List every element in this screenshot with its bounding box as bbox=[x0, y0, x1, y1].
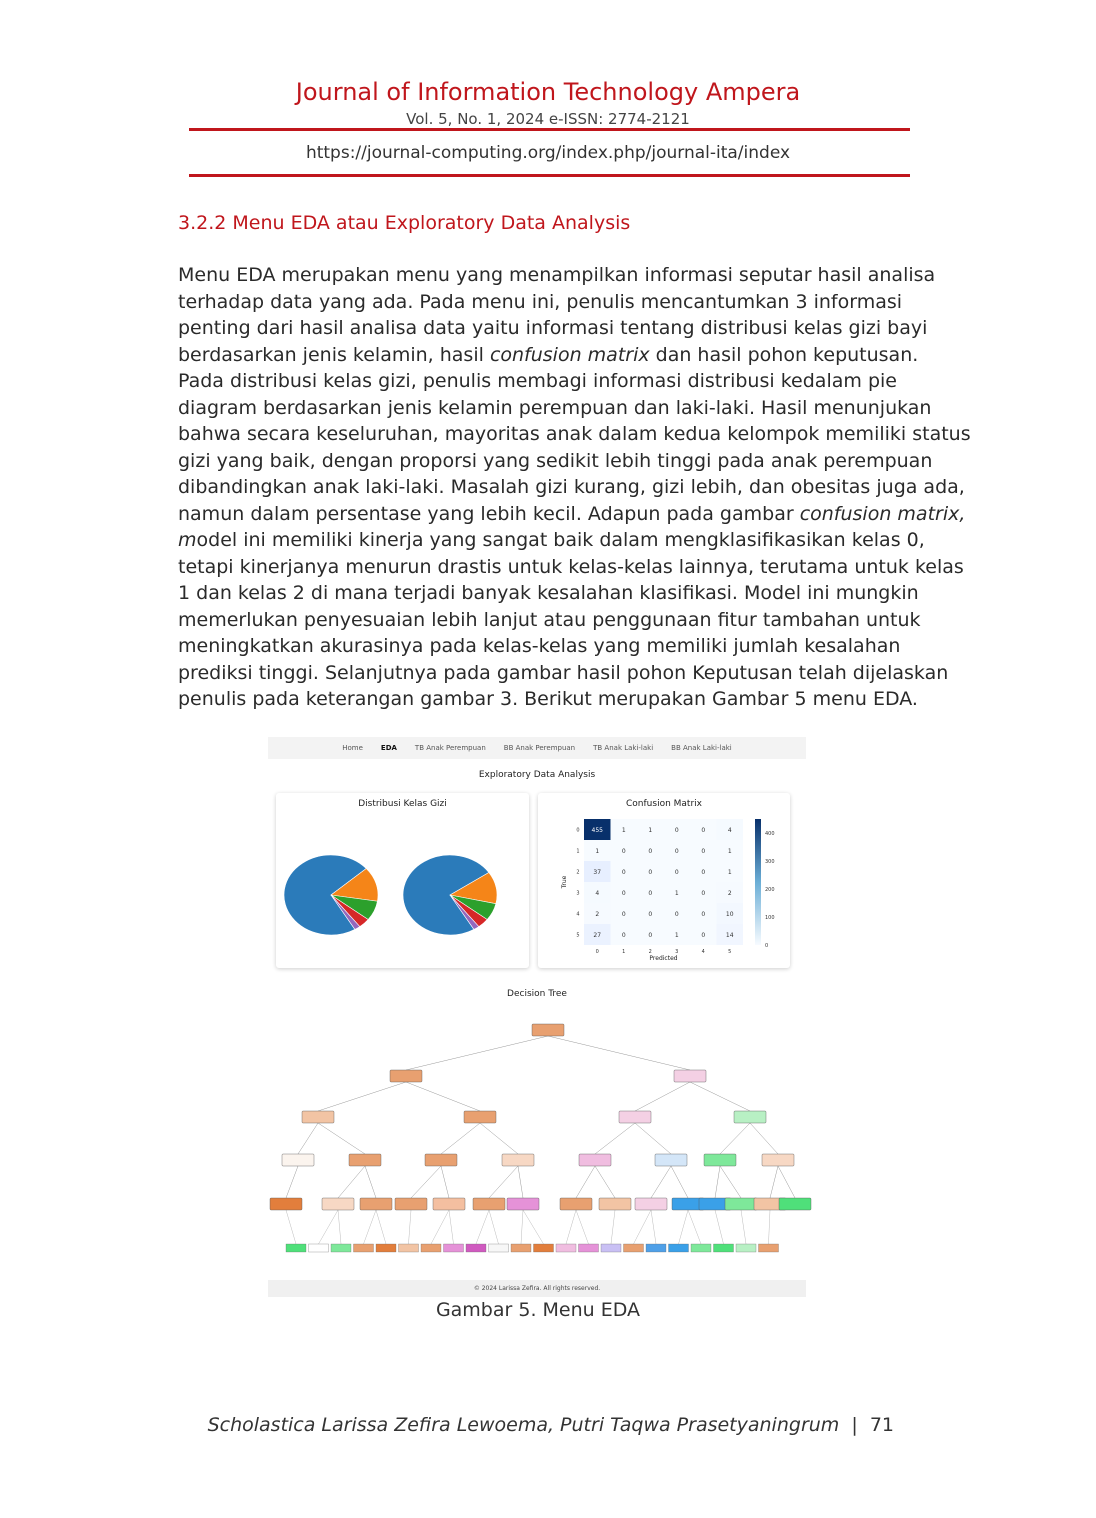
tree-edge bbox=[688, 1210, 701, 1244]
tree-edge bbox=[741, 1210, 746, 1244]
tree-edge bbox=[671, 1166, 688, 1198]
tree-leaf bbox=[714, 1244, 734, 1252]
cm-cell-value: 0 bbox=[674, 827, 679, 834]
tree-leaf bbox=[309, 1244, 329, 1252]
header-rule-bottom bbox=[189, 174, 910, 177]
nav-item[interactable]: EDA bbox=[380, 744, 397, 752]
section-heading: 3.2.2 Menu EDA atau Exploratory Data Analysis bbox=[178, 212, 631, 234]
tree-edge bbox=[690, 1082, 750, 1111]
tree-node bbox=[360, 1198, 392, 1210]
tree-edge bbox=[566, 1210, 576, 1244]
tree-node bbox=[473, 1198, 505, 1210]
confusion-matrix-card bbox=[538, 793, 790, 968]
body-paragraph bbox=[178, 262, 971, 713]
cm-cell-value: 0 bbox=[701, 911, 706, 918]
tree-edge bbox=[406, 1036, 548, 1070]
tree-edge bbox=[406, 1082, 480, 1111]
pie-chart-card bbox=[276, 793, 529, 968]
tree-edge bbox=[635, 1123, 671, 1154]
paragraph-line: diagram berdasarkan jenis kelamin perempuan dan laki-laki. Hasil menunjukan bbox=[178, 396, 932, 419]
cm-cell-value: 1 bbox=[648, 827, 653, 834]
tree-leaf bbox=[399, 1244, 419, 1252]
tree-node bbox=[464, 1111, 496, 1123]
tree-edge bbox=[750, 1123, 778, 1154]
tree-edge bbox=[338, 1210, 341, 1244]
cm-cell-value: 27 bbox=[593, 932, 602, 939]
tree-leaf bbox=[376, 1244, 396, 1252]
tree-leaf bbox=[736, 1244, 756, 1252]
tree-edge bbox=[521, 1210, 523, 1244]
paragraph-line: terhadap data yang ada. Pada menu ini, penulis mencantumkan 3 informasi bbox=[178, 290, 903, 313]
paragraph-line: 1 dan kelas 2 di mana terjadi banyak kesalahan klasifikasi. Model ini mungkin bbox=[178, 582, 919, 604]
cm-y-tick: 2 bbox=[576, 869, 580, 876]
tree-node bbox=[507, 1198, 539, 1210]
cm-cell-value: 4 bbox=[727, 827, 732, 834]
cm-colorbar-tick: 100 bbox=[765, 915, 775, 921]
tree-edge bbox=[489, 1166, 518, 1198]
cm-x-tick: 1 bbox=[622, 949, 626, 955]
tree-edge bbox=[651, 1166, 671, 1198]
tree-edge bbox=[635, 1082, 690, 1111]
cm-cell-value: 0 bbox=[674, 848, 679, 855]
paragraph-line: meningkatkan akurasinya pada kelas-kelas yang memiliki jumlah kesalahan bbox=[178, 635, 901, 657]
app-nav-bar bbox=[268, 737, 806, 759]
tree-edge bbox=[376, 1210, 386, 1244]
tree-edge bbox=[441, 1123, 480, 1154]
tree-edge bbox=[679, 1210, 689, 1244]
cm-card-title: Confusion Matrix bbox=[626, 799, 702, 809]
cm-ylabel: True bbox=[561, 875, 568, 889]
cm-x-tick: 4 bbox=[701, 949, 705, 955]
tree-leaf bbox=[354, 1244, 374, 1252]
paragraph-line: prediksi tinggi. Selanjutnya pada gambar hasil pohon Keputusan telah dijelaskan bbox=[178, 661, 949, 684]
cm-cell-value: 0 bbox=[674, 869, 679, 876]
tree-node bbox=[655, 1154, 687, 1166]
tree-node bbox=[282, 1154, 314, 1166]
tree-node bbox=[532, 1024, 564, 1036]
figure-caption: Gambar 5. Menu EDA bbox=[435, 1299, 641, 1321]
tree-edge bbox=[286, 1210, 296, 1244]
tree-edge bbox=[720, 1123, 750, 1154]
tree-node bbox=[635, 1198, 667, 1210]
journal-volume-info: Vol. 5, No. 1, 2024 e-ISSN: 2774-2121 bbox=[406, 110, 690, 128]
confusion-matrix-svg bbox=[538, 793, 790, 968]
header-rule-top bbox=[189, 128, 910, 131]
tree-edge bbox=[364, 1210, 377, 1244]
cm-cell-value: 1 bbox=[674, 932, 679, 939]
page-footer bbox=[208, 1414, 894, 1436]
tree-edge bbox=[411, 1166, 441, 1198]
tree-node bbox=[425, 1154, 457, 1166]
tree-node bbox=[674, 1070, 706, 1082]
paragraph-line: penting dari hasil analisa data yaitu informasi tentang distribusi kelas gizi bayi bbox=[178, 317, 928, 339]
tree-edge bbox=[715, 1166, 720, 1198]
tree-leaf bbox=[691, 1244, 711, 1252]
cm-cell-value: 0 bbox=[648, 869, 653, 876]
paragraph-line: bahwa secara keseluruhan, mayoritas anak dalam kedua kelompok memiliki status bbox=[178, 423, 971, 445]
cm-cell-value: 0 bbox=[648, 848, 653, 855]
footer-separator: | bbox=[851, 1414, 858, 1436]
cm-cell-value: 0 bbox=[621, 869, 626, 876]
cm-x-tick: 0 bbox=[595, 949, 599, 955]
tree-edge bbox=[286, 1166, 298, 1198]
tree-node bbox=[390, 1070, 422, 1082]
paragraph-line: tetapi kinerjanya menurun drastis untuk kelas-kelas lainnya, terutama untuk kelas bbox=[178, 555, 964, 578]
cm-cell-value: 1 bbox=[727, 848, 732, 855]
tree-node bbox=[433, 1198, 465, 1210]
cm-cell-value: 2 bbox=[595, 911, 600, 918]
tree-edge bbox=[576, 1166, 595, 1198]
tree-edge bbox=[778, 1166, 795, 1198]
tree-leaf bbox=[601, 1244, 621, 1252]
tree-edge bbox=[720, 1166, 741, 1198]
tree-edge bbox=[769, 1210, 771, 1244]
cm-cell-value: 1 bbox=[674, 890, 679, 897]
cm-cell-value: 0 bbox=[648, 911, 653, 918]
tree-edge bbox=[365, 1166, 376, 1198]
tree-leaf bbox=[534, 1244, 554, 1252]
tree-edge bbox=[770, 1166, 778, 1198]
cm-cell-value: 0 bbox=[701, 932, 706, 939]
cm-colorbar-tick: 0 bbox=[765, 943, 769, 949]
cm-cell-value: 0 bbox=[648, 890, 653, 897]
tree-leaf bbox=[669, 1244, 689, 1252]
cm-colorbar bbox=[755, 819, 761, 945]
tree-leaf bbox=[579, 1244, 599, 1252]
tree-edge bbox=[318, 1123, 365, 1154]
tree-node bbox=[395, 1198, 427, 1210]
tree-edge bbox=[611, 1210, 615, 1244]
cm-y-tick: 1 bbox=[576, 848, 580, 855]
journal-url[interactable]: https://journal-computing.org/index.php/journal-ita/index bbox=[305, 143, 791, 163]
cm-cell-value: 455 bbox=[591, 827, 603, 834]
tree-edge bbox=[595, 1123, 635, 1154]
cm-xlabel: Predicted bbox=[649, 955, 678, 962]
tree-node bbox=[734, 1111, 766, 1123]
cm-x-tick: 3 bbox=[675, 949, 679, 955]
tree-edge bbox=[595, 1166, 615, 1198]
cm-x-tick: 5 bbox=[728, 949, 732, 955]
tree-edge bbox=[651, 1210, 656, 1244]
tree-leaf bbox=[331, 1244, 351, 1252]
app-footer: © 2024 Larissa Zefira. All rights reserved. bbox=[268, 1280, 806, 1297]
nav-item[interactable]: TB Anak Laki-laki bbox=[593, 744, 654, 752]
tree-edge bbox=[318, 1082, 406, 1111]
tree-edge bbox=[518, 1166, 523, 1198]
tree-node bbox=[619, 1111, 651, 1123]
tree-node bbox=[599, 1198, 631, 1210]
cm-cell-value: 37 bbox=[593, 869, 602, 876]
tree-edge bbox=[489, 1210, 499, 1244]
cm-y-tick: 5 bbox=[576, 932, 580, 939]
tree-edge bbox=[715, 1210, 724, 1244]
paragraph-line: dibandingkan anak laki-laki. Masalah gizi kurang, gizi lebih, dan obesitas juga ada, bbox=[178, 476, 965, 498]
cm-x-tick: 2 bbox=[648, 949, 652, 955]
paragraph-line: Pada distribusi kelas gizi, penulis membagi informasi distribusi kedalam pie bbox=[178, 370, 897, 392]
tree-node bbox=[725, 1198, 757, 1210]
tree-edge bbox=[441, 1166, 449, 1198]
tree-leaf bbox=[556, 1244, 576, 1252]
cm-y-tick: 3 bbox=[576, 890, 580, 897]
tree-edge bbox=[298, 1123, 318, 1154]
tree-leaf bbox=[511, 1244, 531, 1252]
cm-y-tick: 4 bbox=[576, 911, 580, 918]
eda-page-title: Exploratory Data Analysis bbox=[478, 770, 596, 780]
cm-cell-value: 0 bbox=[621, 890, 626, 897]
decision-tree-svg bbox=[268, 1003, 806, 1253]
cm-cell-value: 0 bbox=[621, 911, 626, 918]
tree-node bbox=[349, 1154, 381, 1166]
paragraph-line: gizi yang baik, dengan proporsi yang sedikit lebih tinggi pada anak perempuan bbox=[178, 449, 933, 472]
tree-node bbox=[779, 1198, 811, 1210]
paragraph-line: namun dalam persentase yang lebih kecil. Adapun pada gambar confusion matrix, bbox=[178, 502, 966, 525]
paragraph-line: memerlukan penyesuaian lebih lanjut atau penggunaan fitur tambahan untuk bbox=[178, 608, 921, 631]
tree-node bbox=[502, 1154, 534, 1166]
journal-title: Journal of Information Technology Ampera bbox=[295, 78, 801, 106]
tree-leaf bbox=[466, 1244, 486, 1252]
paragraph-line: Menu EDA merupakan menu yang menampilkan informasi seputar hasil analisa bbox=[178, 264, 936, 286]
tree-leaf bbox=[624, 1244, 644, 1252]
cm-cell-value: 0 bbox=[701, 890, 706, 897]
cm-cell-value: 10 bbox=[725, 911, 734, 918]
tree-leaf bbox=[421, 1244, 441, 1252]
paragraph-line: penulis pada keterangan gambar 3. Berikut merupakan Gambar 5 menu EDA. bbox=[178, 688, 918, 710]
tree-leaf bbox=[286, 1244, 306, 1252]
paragraph-line: berdasarkan jenis kelamin, hasil confusion matrix dan hasil pohon keputusan. bbox=[178, 343, 919, 366]
tree-node bbox=[579, 1154, 611, 1166]
cm-cell-value: 2 bbox=[727, 890, 732, 897]
tree-edge bbox=[431, 1210, 449, 1244]
cm-colorbar-tick: 300 bbox=[765, 859, 775, 865]
tree-edge bbox=[480, 1123, 518, 1154]
tree-leaf bbox=[646, 1244, 666, 1252]
nav-item[interactable]: BB Anak Laki-laki bbox=[671, 744, 732, 752]
tree-edge bbox=[319, 1210, 339, 1244]
nav-item[interactable]: Home bbox=[342, 744, 363, 752]
tree-edge bbox=[338, 1166, 365, 1198]
tree-node bbox=[302, 1111, 334, 1123]
pie-charts-svg bbox=[276, 793, 529, 968]
page-number: 71 bbox=[869, 1414, 894, 1436]
cm-cell-value: 4 bbox=[595, 890, 600, 897]
tree-node bbox=[322, 1198, 354, 1210]
tree-node bbox=[270, 1198, 302, 1210]
paragraph-line: model ini memiliki kinerja yang sangat baik dalam mengklasifikasikan kelas 0, bbox=[178, 529, 925, 551]
tree-edge bbox=[449, 1210, 454, 1244]
footer-authors: Scholastica Larissa Zefira Lewoema, Putri Taqwa Prasetyaningrum bbox=[207, 1414, 840, 1436]
tree-edge bbox=[409, 1210, 412, 1244]
tree-edge bbox=[523, 1210, 544, 1244]
nav-item[interactable]: TB Anak Perempuan bbox=[414, 744, 486, 752]
tree-node bbox=[560, 1198, 592, 1210]
tree-edge bbox=[576, 1210, 589, 1244]
cm-cell-value: 0 bbox=[701, 848, 706, 855]
cm-cell-value: 0 bbox=[701, 869, 706, 876]
tree-leaf bbox=[444, 1244, 464, 1252]
tree-edge bbox=[634, 1210, 652, 1244]
cm-colorbar-tick: 400 bbox=[765, 831, 775, 837]
cm-cell-value: 0 bbox=[621, 848, 626, 855]
cm-cell-value: 0 bbox=[701, 827, 706, 834]
cm-cell-value: 14 bbox=[725, 932, 734, 939]
cm-cell-value: 1 bbox=[621, 827, 626, 834]
cm-y-tick: 0 bbox=[576, 827, 580, 834]
decision-tree-title: Decision Tree bbox=[507, 989, 567, 999]
tree-edge bbox=[476, 1210, 489, 1244]
tree-leaf bbox=[489, 1244, 509, 1252]
cm-cell-value: 0 bbox=[648, 932, 653, 939]
cm-cell-value: 1 bbox=[595, 848, 600, 855]
cm-cell-value: 0 bbox=[621, 932, 626, 939]
tree-leaf bbox=[759, 1244, 779, 1252]
pie-card-title: Distribusi Kelas Gizi bbox=[358, 799, 447, 809]
cm-colorbar-tick: 200 bbox=[765, 887, 775, 893]
tree-node bbox=[704, 1154, 736, 1166]
nav-item[interactable]: BB Anak Perempuan bbox=[503, 744, 576, 752]
tree-node bbox=[762, 1154, 794, 1166]
cm-cell-value: 0 bbox=[674, 911, 679, 918]
tree-edge bbox=[548, 1036, 690, 1070]
cm-cell-value: 1 bbox=[727, 869, 732, 876]
eda-screenshot-figure bbox=[268, 737, 806, 1297]
